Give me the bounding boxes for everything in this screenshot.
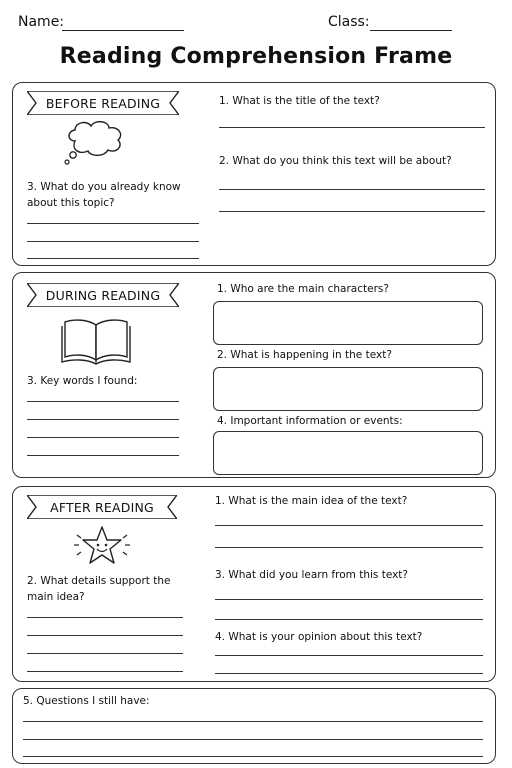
- before-q3-line-2[interactable]: [27, 241, 199, 242]
- during-q3-line-4[interactable]: [27, 455, 179, 456]
- page-title: Reading Comprehension Frame: [59, 44, 453, 69]
- before-q3-line-3[interactable]: [27, 258, 199, 259]
- final-q5-line-3[interactable]: [23, 756, 483, 757]
- after-q4-line-1[interactable]: [215, 655, 483, 656]
- name-label: Name:: [18, 14, 65, 30]
- during-q3: 3. Key words I found:: [27, 375, 138, 387]
- during-reading-banner: [27, 283, 179, 307]
- after-q4: 4. What is your opinion about this text?: [215, 631, 423, 643]
- before-q1: 1. What is the title of the text?: [219, 95, 380, 107]
- before-q1-line[interactable]: [219, 127, 485, 128]
- during-reading-section: [12, 272, 496, 478]
- after-reading-section: [12, 486, 496, 682]
- name-field[interactable]: [62, 30, 184, 31]
- before-q2: 2. What do you think this text will be about?: [219, 155, 452, 167]
- final-q5-line-1[interactable]: [23, 721, 483, 722]
- questions-section: [12, 688, 496, 764]
- after-q2-line-3[interactable]: [27, 653, 183, 654]
- after-q2-line-4[interactable]: [27, 671, 183, 672]
- after-q1-line-2[interactable]: [215, 547, 483, 548]
- after-q3-line-2[interactable]: [215, 619, 483, 620]
- class-field[interactable]: [370, 30, 452, 31]
- before-reading-banner: [27, 91, 179, 115]
- during-q2: 2. What is happening in the text?: [217, 349, 392, 361]
- after-q1-line-1[interactable]: [215, 525, 483, 526]
- after-q1: 1. What is the main idea of the text?: [215, 495, 408, 507]
- thought-bubble-icon: [61, 119, 131, 171]
- after-q4-line-2[interactable]: [215, 673, 483, 674]
- before-q3: 3. What do you already know about this topic?: [27, 181, 181, 209]
- final-q5: 5. Questions I still have:: [23, 695, 150, 707]
- after-q2: 2. What details support the main idea?: [27, 575, 171, 603]
- during-q4: 4. Important information or events:: [217, 415, 403, 427]
- after-reading-title: AFTER READING: [50, 499, 154, 515]
- before-reading-section: [12, 82, 496, 266]
- during-q3-line-2[interactable]: [27, 419, 179, 420]
- after-q2-line-1[interactable]: [27, 617, 183, 618]
- before-q2-line-1[interactable]: [219, 189, 485, 190]
- during-q1-answer-box[interactable]: [213, 301, 483, 345]
- during-reading-title: DURING READING: [45, 287, 161, 303]
- class-label: Class:: [328, 14, 370, 30]
- after-q2-line-2[interactable]: [27, 635, 183, 636]
- during-q2-answer-box[interactable]: [213, 367, 483, 411]
- during-q3-line-1[interactable]: [27, 401, 179, 402]
- after-reading-banner: [27, 495, 177, 519]
- during-q1: 1. Who are the main characters?: [217, 283, 389, 295]
- final-q5-line-2[interactable]: [23, 739, 483, 740]
- during-q3-line-3[interactable]: [27, 437, 179, 438]
- after-q3: 3. What did you learn from this text?: [215, 569, 408, 581]
- before-reading-title: BEFORE READING: [45, 95, 161, 111]
- during-q4-answer-box[interactable]: [213, 431, 483, 475]
- before-q3-line-1[interactable]: [27, 223, 199, 224]
- smiling-star-icon: [71, 523, 133, 577]
- before-q2-line-2[interactable]: [219, 211, 485, 212]
- after-q3-line-1[interactable]: [215, 599, 483, 600]
- open-book-icon: [61, 317, 131, 371]
